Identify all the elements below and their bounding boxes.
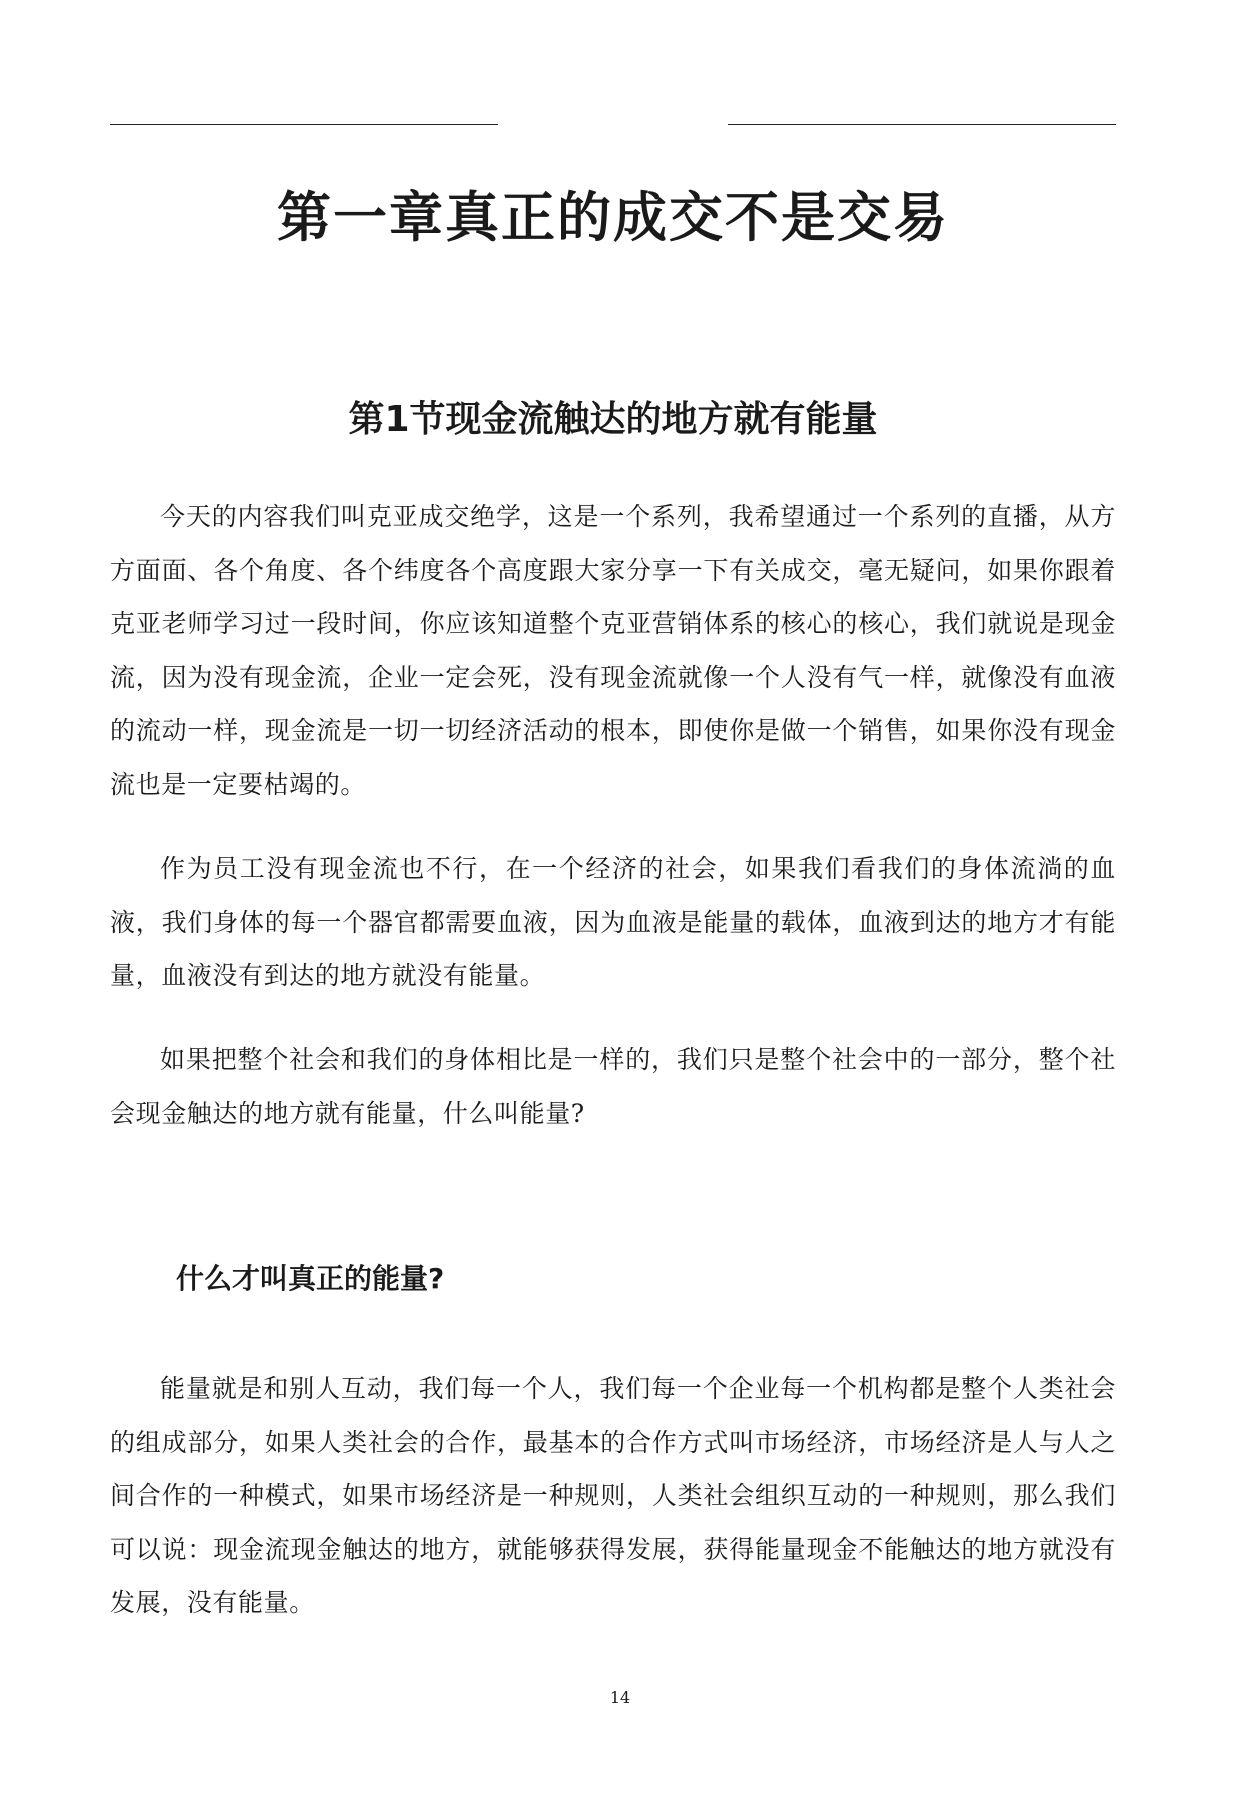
subheading: 什么才叫真正的能量? bbox=[176, 1262, 445, 1295]
header-rule-right bbox=[728, 124, 1116, 125]
page-number: 14 bbox=[609, 1688, 631, 1707]
paragraph-2: 作为员工没有现金流也不行，在一个经济的社会，如果我们看我们的身体流淌的血液，我们身体的每一个器官都需要血液，因为血液是能量的载体，血液到达的地方才有能量，血液没有到达的地方就没有能量。 bbox=[110, 854, 1116, 990]
paragraph-1: 今天的内容我们叫克亚成交绝学，这是一个系列，我希望通过一个系列的直播，从方方面面、各个角度、各个纬度各个高度跟大家分享一下有关成交，毫无疑问，如果你跟着克亚老师学习过一段时间，你应该知道整个克亚营销体系的核心的核心，我们就说是现金流，因为没有现金流，企业一定会死，没有现金流就像一个人没有气一样，就像没有血液的流动一样，现金流是一切一切经济活动的根本，即使你是做一个销售，如果你没有现金流也是一定要枯竭的。 bbox=[110, 502, 1116, 799]
chapter-title: 第一章真正的成交不是交易 bbox=[277, 186, 949, 249]
section-title: 第1节现金流触达的地方就有能量 bbox=[348, 399, 878, 440]
paragraph-4: 能量就是和别人互动，我们每一个人，我们每一个企业每一个机构都是整个人类社会的组成部分，如果人类社会的合作，最基本的合作方式叫市场经济，市场经济是人与人之间合作的一种模式，如果市场经济是一种规则，人类社会组织互动的一种规则，那么我们可以说：现金流现金触达的地方，就能够获得发展，获得能量现金不能触达的地方就没有发展，没有能量。 bbox=[110, 1374, 1116, 1617]
paragraph-3: 如果把整个社会和我们的身体相比是一样的，我们只是整个社会中的一部分，整个社会现金触达的地方就有能量，什么叫能量? bbox=[110, 1045, 1116, 1128]
header-rule-left bbox=[110, 124, 498, 125]
